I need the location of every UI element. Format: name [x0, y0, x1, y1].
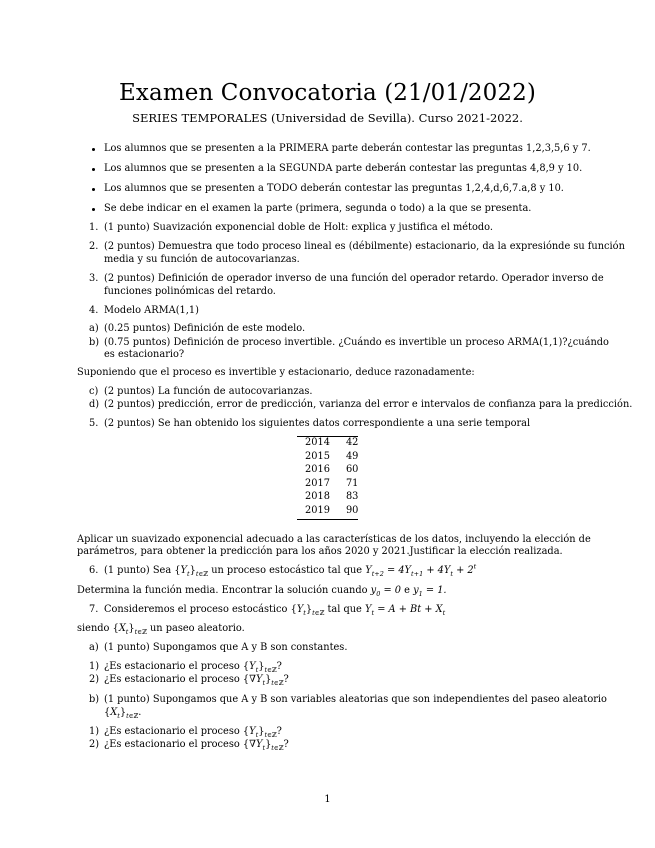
- table-year: 2018: [305, 491, 330, 502]
- table-year: 2017: [305, 477, 330, 489]
- bullet-dot: [92, 148, 95, 151]
- table-year: 2019: [305, 504, 330, 516]
- table-value: 83: [345, 491, 359, 502]
- table-row: [297, 450, 362, 464]
- bullet-item: Se debe indicar en el examen la parte (primera, segunda o todo) a la que se presenta.: [104, 203, 532, 214]
- page-subtitle: SERIES TEMPORALES (Universidad de Sevilla). Curso 2021-2022.: [132, 111, 523, 125]
- question-4c-text: (2 puntos) La función de autocovarianzas.: [104, 386, 313, 397]
- question-6-line2: [77, 584, 447, 597]
- question-4a-text: (0.25 puntos) Definición de este modelo.: [104, 323, 306, 334]
- bullet-item: Los alumnos que se presenten a la SEGUNDA parte deberán contestar las preguntas 4,8,9 y 10.: [104, 163, 583, 174]
- question-number: 7.: [89, 604, 99, 615]
- question-7b2-line: [104, 738, 289, 751]
- question-5-after: Aplicar un suavizado exponencial adecuado a las características de los datos, incluyendo la elección de: [77, 534, 591, 545]
- question-number: 1.: [89, 222, 99, 233]
- math-expression: $\{X_t\}_{t\in ℤ}$.: [104, 707, 142, 720]
- subitem-label: 1): [89, 661, 100, 672]
- table-bottom-rule: [297, 519, 358, 520]
- question-7b1-text: ¿Es estacionario el proceso: [104, 726, 240, 737]
- question-number: 5.: [89, 418, 99, 429]
- question-2-line: (2 puntos) Demuestra que todo proceso lineal es (débilmente) estacionario, da la expresiónde su función: [104, 241, 625, 252]
- bullet-dot: [92, 208, 95, 211]
- table-row: [297, 463, 362, 477]
- question-7a1-line: [104, 660, 282, 673]
- question-4d-text: (2 puntos) predicción, error de predicción, varianza del error e intervalos de confianza para la predicción.: [104, 399, 633, 410]
- question-4b-line: es estacionario?: [104, 349, 185, 360]
- math-expression: $\{Y_t\}_{t\in ℤ}$: [174, 565, 209, 578]
- subitem-label: b): [89, 337, 100, 348]
- math-expression: $y_0 = 0$: [370, 585, 402, 598]
- question-number: 3.: [89, 273, 99, 284]
- question-7-line: [104, 603, 445, 616]
- question-6-pre: (1 punto) Sea: [104, 565, 172, 576]
- question-6-line: [104, 564, 476, 577]
- bullet-item: Los alumnos que se presenten a TODO deberán contestar las preguntas 1,2,4,d,6,7.a,8 y 10.: [104, 183, 564, 194]
- table-year: 2015: [305, 450, 330, 462]
- subitem-label: d): [89, 399, 100, 410]
- question-7-line2b: un paseo aleatorio.: [149, 623, 245, 634]
- subitem-label: a): [89, 323, 99, 334]
- bullet-item: Los alumnos que se presenten a la PRIMERA parte deberán contestar las preguntas 1,2,3,5,6 y 7.: [104, 143, 591, 154]
- question-5-after: parámetros, para obtener la predicción para los años 2020 y 2021.Justificar la elección realizada.: [77, 546, 563, 557]
- math-expression: $\{Y_t\}_{t\in ℤ}$?: [242, 661, 282, 674]
- question-7-pre: Consideremos el proceso estocástico: [104, 604, 288, 615]
- question-6-cond: e: [404, 585, 410, 596]
- table-year: 2014: [305, 437, 330, 448]
- table-row: [297, 477, 362, 491]
- question-number: 6.: [89, 565, 99, 576]
- question-7b1-line: [104, 725, 282, 738]
- page-title: Examen Convocatoria (21/01/2022): [119, 80, 536, 106]
- page-number: 1: [324, 794, 331, 805]
- question-7b-line2: [104, 706, 141, 719]
- math-expression: $\{\nabla Y_t\}_{t\in ℤ}$?: [242, 739, 289, 752]
- question-number: 4.: [89, 305, 99, 316]
- table-value: 90: [345, 504, 359, 516]
- subitem-label: b): [89, 694, 100, 705]
- question-7a-text: (1 punto) Supongamos que A y B son constantes.: [104, 642, 348, 653]
- question-3-line: (2 puntos) Definición de operador inverso de una función del operador retardo. Operador inverso de: [104, 273, 604, 284]
- question-6-mid: un proceso estocástico tal que: [211, 565, 363, 576]
- question-1-text: (1 punto) Suavización exponencial doble de Holt: explica y justifica el método.: [104, 222, 493, 233]
- data-table: [297, 436, 362, 517]
- question-6-line2-text: Determina la función media. Encontrar la solución cuando: [77, 585, 368, 596]
- subitem-label: c): [89, 386, 99, 397]
- table-value: 42: [345, 437, 359, 448]
- bullet-dot: [92, 168, 95, 171]
- table-value: 71: [345, 477, 359, 489]
- table-row: [297, 490, 362, 504]
- question-5-text: (2 puntos) Se han obtenido los siguientes datos correspondiente a una serie temporal: [104, 418, 531, 429]
- table-value: 60: [345, 464, 359, 475]
- question-2-line: media y su función de autocovarianzas.: [104, 254, 300, 265]
- question-7-line2a: siendo: [77, 623, 110, 634]
- question-7a1-text: ¿Es estacionario el proceso: [104, 661, 240, 672]
- subitem-label: 2): [89, 739, 100, 750]
- question-3-line: funciones polinómicas del retardo.: [104, 286, 276, 297]
- table-row: [297, 504, 362, 518]
- table-value: 49: [345, 450, 359, 462]
- question-4b-line: (0.75 puntos) Definición de proceso invertible. ¿Cuándo es invertible un proceso ARMA(1,1)?¿cuándo: [104, 337, 609, 348]
- table-row: [297, 436, 362, 450]
- question-7a2-line: [104, 673, 289, 686]
- question-7a2-text: ¿Es estacionario el proceso: [104, 674, 240, 685]
- question-7b2-text: ¿Es estacionario el proceso: [104, 739, 240, 750]
- question-7b-line: (1 punto) Supongamos que A y B son variables aleatorias que son independientes del paseo aleatorio: [104, 694, 607, 705]
- math-expression: $\{Y_t\}_{t\in ℤ}$: [290, 604, 325, 617]
- math-expression: $y_1 = 1$.: [413, 585, 447, 598]
- math-expression: $\{\nabla Y_t\}_{t\in ℤ}$?: [242, 674, 289, 687]
- bullet-dot: [92, 188, 95, 191]
- math-expression: $\{Y_t\}_{t\in ℤ}$?: [242, 726, 282, 739]
- subitem-label: 2): [89, 674, 100, 685]
- math-expression: $Y_t = A + Bt + X_t$: [364, 604, 446, 617]
- table-year: 2016: [305, 464, 330, 475]
- question-7-mid: tal que: [327, 604, 362, 615]
- math-expression: $Y_{t+2} = 4Y_{t+1} + 4Y_t + 2^t$: [365, 562, 477, 578]
- subitem-label: 1): [89, 726, 100, 737]
- question-7-line2: [77, 622, 245, 635]
- question-number: 2.: [89, 241, 99, 252]
- subitem-label: a): [89, 642, 99, 653]
- math-expression: $\{X_t\}_{t\in ℤ}$: [112, 623, 147, 636]
- question-4-text: Modelo ARMA(1,1): [104, 305, 199, 316]
- question-4-intro: Suponiendo que el proceso es invertible y estacionario, deduce razonadamente:: [77, 367, 475, 378]
